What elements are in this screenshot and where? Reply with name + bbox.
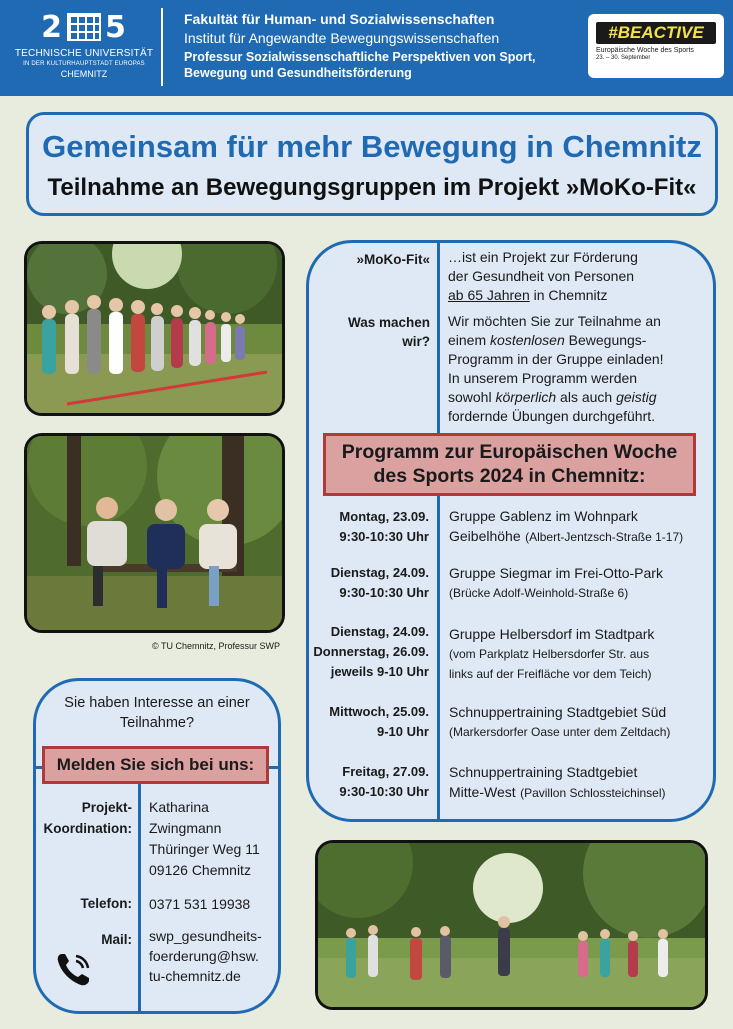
event-2-day: Dienstag, 24.09. bbox=[330, 565, 429, 580]
event-1-title-line-2 bbox=[449, 526, 711, 547]
age-requirement: ab 65 Jahren bbox=[448, 287, 530, 303]
header-divider bbox=[161, 8, 163, 86]
group-exercise-photo-arms-raised bbox=[24, 241, 285, 416]
contact-divider-vertical bbox=[138, 766, 141, 1012]
event-2-title: Gruppe Siegmar im Frei-Otto-Park bbox=[449, 565, 663, 581]
beactive-dates: 23. – 30. September bbox=[596, 55, 651, 61]
logo-line-city: CHEMNITZ bbox=[60, 69, 108, 79]
event-5-details bbox=[449, 762, 711, 803]
phone-icon bbox=[54, 950, 94, 990]
event-5-title-line-2 bbox=[449, 782, 711, 803]
contact-phone[interactable]: 0371 531 19938 bbox=[149, 896, 251, 912]
event-5-title-line-1: Schnuppertraining Stadtgebiet bbox=[449, 764, 638, 780]
event-3-title: Gruppe Helbersdorf im Stadtpark bbox=[449, 626, 655, 642]
event-4-day: Mittwoch, 25.09. bbox=[329, 704, 429, 719]
what-line-5-mid: als auch bbox=[556, 389, 617, 405]
seated-exercise-photo bbox=[24, 433, 285, 633]
phone-label: Telefon: bbox=[80, 896, 132, 911]
header-text bbox=[184, 10, 589, 81]
contact-city: 09126 Chemnitz bbox=[149, 862, 251, 878]
event-3-time: jeweils 9-10 Uhr bbox=[330, 664, 429, 679]
interest-question bbox=[40, 693, 274, 733]
beactive-subtitle: Europäische Woche des Sports bbox=[596, 47, 694, 54]
what-line-2-start: einem bbox=[448, 332, 491, 348]
contact-name-line-2: Zwingmann bbox=[149, 820, 222, 836]
what-line-2-end: Bewegungs- bbox=[564, 332, 647, 348]
mail-label: Mail: bbox=[101, 932, 132, 947]
event-4-location: (Markersdorfer Oase unter dem Zeltdach) bbox=[449, 725, 671, 739]
photo-credit: © TU Chemnitz, Professur SWP bbox=[152, 641, 280, 651]
info-divider bbox=[437, 243, 440, 821]
event-1-title-b: Geibelhöhe bbox=[449, 528, 521, 544]
coordination-label-line-1: Projekt- bbox=[81, 800, 132, 815]
contact-street: Thüringer Weg 11 bbox=[149, 841, 260, 857]
event-5-location: (Pavillon Schlossteichinsel) bbox=[520, 786, 666, 800]
event-3-details bbox=[449, 624, 711, 684]
contact-cta-box: Melden Sie sich bei uns: bbox=[42, 746, 269, 784]
event-3-location-line-1: (vom Parkplatz Helbersdorfer Str. aus bbox=[449, 647, 650, 661]
program-heading-line-1: Programm zur Europäischen Woche bbox=[341, 441, 678, 463]
event-4-details bbox=[449, 702, 711, 742]
tu-chemnitz-logo bbox=[14, 10, 154, 88]
interest-question-line-1: Sie haben Interesse an einer bbox=[64, 695, 250, 711]
event-3-day: Dienstag, 24.09. bbox=[330, 624, 429, 639]
what-line-1: Wir möchten Sie zur Teilnahme an bbox=[448, 313, 661, 329]
what-line-5-start: sowohl bbox=[448, 389, 496, 405]
contact-mail-line-1[interactable]: swp_gesundheits- bbox=[149, 928, 262, 944]
what-line-2 bbox=[448, 331, 646, 350]
event-3-day-2: Donnerstag, 26.09. bbox=[313, 644, 429, 659]
event-2-details bbox=[449, 563, 711, 603]
event-1-details bbox=[449, 506, 711, 547]
event-1-title-line-1: Gruppe Gablenz im Wohnpark bbox=[449, 508, 638, 524]
contact-mail-line-2[interactable]: foerderung@hsw. bbox=[149, 948, 259, 964]
contact-name-line-1: Katharina bbox=[149, 799, 209, 815]
program-heading-line-2: des Sports 2024 in Chemnitz: bbox=[373, 465, 646, 487]
tu-logo-mark: 2 5 bbox=[41, 9, 127, 45]
event-3-location-line-2: links auf der Freifläche vor dem Teich) bbox=[449, 667, 652, 681]
page-subtitle: Teilnahme an Bewegungsgruppen im Projekt »MoKo-Fit« bbox=[47, 174, 697, 201]
free-of-charge-emphasis: kostenlosen bbox=[490, 332, 565, 348]
what-line-3: Programm in der Gruppe einladen! bbox=[448, 351, 664, 367]
beactive-mark: #BEACTIVE bbox=[596, 22, 716, 44]
header-bar bbox=[0, 0, 733, 96]
interest-question-line-2: Teilnahme? bbox=[119, 715, 195, 731]
project-text-rest: in Chemnitz bbox=[529, 287, 608, 303]
logo-line-capital: IN DER KULTURHAUPTSTADT EUROPAS bbox=[23, 61, 145, 67]
event-1-location: (Albert-Jentzsch-Straße 1-17) bbox=[525, 530, 684, 544]
project-text-line-1: …ist ein Projekt zur Förderung bbox=[448, 249, 638, 265]
event-2-location: (Brücke Adolf-Weinhold-Straße 6) bbox=[449, 586, 629, 600]
outdoor-group-exercise-photo bbox=[315, 840, 708, 1010]
what-label-line-2: wir? bbox=[402, 334, 430, 349]
what-label-line-1: Was machen bbox=[347, 315, 430, 330]
event-4-title: Schnuppertraining Stadtgebiet Süd bbox=[449, 704, 667, 720]
professorship-line-2: Bewegung und Gesundheitsförderung bbox=[184, 66, 412, 80]
project-label: »MoKo-Fit« bbox=[356, 252, 430, 267]
program-heading-box bbox=[323, 433, 696, 496]
event-5-title-b: Mitte-West bbox=[449, 784, 516, 800]
logo-line-university: TECHNISCHE UNIVERSITÄT bbox=[14, 48, 154, 59]
event-5-day: Freitag, 27.09. bbox=[342, 764, 429, 779]
what-line-4: In unserem Programm werden bbox=[448, 370, 638, 386]
physical-emphasis: körperlich bbox=[495, 389, 557, 405]
institute-name: Institut für Angewandte Bewegungswissenschaften bbox=[184, 30, 500, 46]
what-line-6: fordernde Übungen durchgeführt. bbox=[448, 408, 656, 424]
coordination-label-line-2: Koordination: bbox=[43, 821, 132, 836]
page-title: Gemeinsam für mehr Bewegung in Chemnitz bbox=[42, 129, 702, 164]
title-box bbox=[26, 112, 718, 216]
faculty-name: Fakultät für Human- und Sozialwissenschaften bbox=[184, 11, 495, 27]
contact-mail-line-3[interactable]: tu-chemnitz.de bbox=[149, 968, 241, 984]
beactive-logo bbox=[588, 14, 724, 78]
professorship-line-1: Professur Sozialwissenschaftliche Perspektiven von Sport, bbox=[184, 50, 536, 64]
event-1-time: 9:30-10:30 Uhr bbox=[339, 529, 429, 544]
event-1-day: Montag, 23.09. bbox=[339, 509, 429, 524]
event-2-time: 9:30-10:30 Uhr bbox=[339, 585, 429, 600]
project-text-line-2: der Gesundheit von Personen bbox=[448, 268, 635, 284]
mental-emphasis: geistig bbox=[616, 389, 657, 405]
project-text-line-3 bbox=[448, 286, 608, 305]
event-4-time: 9-10 Uhr bbox=[376, 724, 429, 739]
event-5-time: 9:30-10:30 Uhr bbox=[339, 784, 429, 799]
what-line-5 bbox=[448, 388, 657, 407]
